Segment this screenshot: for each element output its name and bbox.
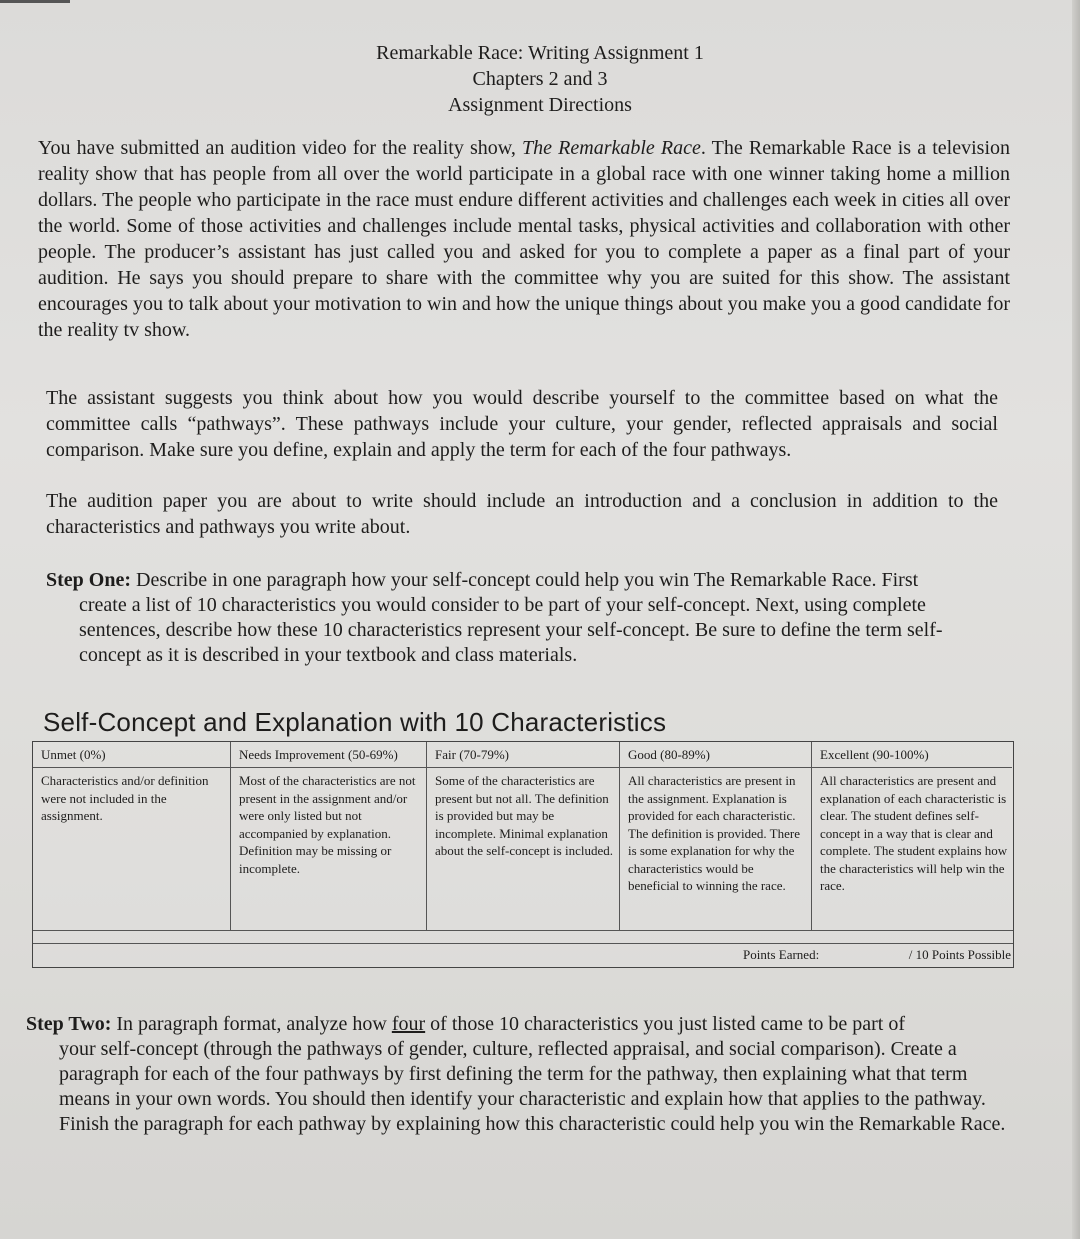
show-title-italic: The Remarkable Race — [522, 137, 701, 159]
step-two-first-b: of those 10 characteristics you just listed came to be part of — [425, 1013, 906, 1035]
rubric-title: Self-Concept and Explanation with 10 Characteristics — [43, 707, 667, 737]
step-two-label: Step Two: — [26, 1013, 112, 1035]
points-earned-label: Points Earned: — [743, 947, 820, 962]
step-two — [26, 1012, 1016, 1137]
rubric-body-cell: Characteristics and/or definition were not included in the assignment. — [41, 773, 209, 823]
step-two-continuation: your self-concept (through the pathways of gender, culture, reflected appraisal, and social comparison). Create a paragraph for each of the four pathways by first defining the term for the pathway, then explaining what that term means in your own words. You should then identify your characteristic and explain how that applies to the pathway. Finish the paragraph for each pathway by explaining how this characteristic could help you win the Remarkable Race. — [59, 1038, 1006, 1135]
rubric-column-needs-improvement — [231, 742, 427, 930]
rubric-column-unmet — [33, 742, 231, 930]
step-two-underlined-four: four — [391, 1013, 426, 1035]
intro-p1-after: . The Remarkable Race is a television reality show that has people from all over the world participate in a global race with one winner taking home a million dollars. The people who participate in the race must endure different activities and challenges each week in cities all over the world. Some of those activities and challenges include mental tasks, physical activities and collaboration with other people. The producer’s assistant has just called you and asked for you to complete a paper as a final part of your audition. He says you should prepare to share with the committee why you are suited for this show. The assistant encourages you to talk about your motivation to win and how the unique things about you make you a good candidate for the reality tv show. — [38, 137, 1010, 341]
rubric-header-cell: Needs Improvement (50-69%) — [231, 742, 426, 768]
rubric-column-good — [620, 742, 812, 930]
rubric-column-excellent — [812, 742, 1012, 930]
rubric-table — [32, 741, 1014, 968]
step-one-continuation: create a list of 10 characteristics you would consider to be part of your self-concept. Next, using complete sentences, describe how these 10 characteristics represent your self-concept. Be sure to define the term self-concept as it is described in your textbook and class materials. — [79, 594, 943, 666]
rubric-column-fair — [427, 742, 620, 930]
intro-p1-before: You have submitted an audition video for the reality show, — [38, 137, 523, 159]
step-two-first-a: In paragraph format, analyze how — [111, 1013, 392, 1035]
intro-paragraph-2: The assistant suggests you think about how you would describe yourself to the committee based on what the committee calls “pathways”. These pathways include your culture, your gender, reflected appraisals and social comparison. Make sure you define, explain and apply the term for each of the four pathways. — [46, 387, 998, 461]
step-one-label: Step One: — [46, 569, 131, 591]
rubric-body-cell: Some of the characteristics are present but not all. The definition is provided but may be incomplete. Minimal explanation about the self-concept is included. — [435, 773, 613, 858]
intro-paragraph-3: The audition paper you are about to write should include an introduction and a conclusion in addition to the characteristics and pathways you write about. — [46, 490, 998, 538]
rubric-body-cell: Most of the characteristics are not present in the assignment and/or were only listed but not accompanied by explanation. Definition may be missing or incomplete. — [239, 773, 416, 876]
rubric-header-cell: Fair (70-79%) — [427, 742, 619, 768]
rubric-header-cell: Excellent (90-100%) — [812, 742, 1012, 768]
points-possible-label: / 10 Points Possible — [908, 947, 1011, 962]
rubric-blank-row — [33, 930, 1013, 944]
top-rule — [0, 0, 70, 3]
page-edge — [1072, 0, 1080, 1239]
rubric-header-cell: Unmet (0%) — [33, 742, 230, 768]
header-chapters: Chapters 2 and 3 — [472, 68, 608, 90]
header-title: Remarkable Race: Writing Assignment 1 — [376, 42, 704, 64]
intro-paragraph-1 — [38, 135, 1010, 343]
rubric-body-cell: All characteristics are present in the assignment. Explanation is provided for each characteristic. The definition is provided. There is some explanation for why the characteristics would be beneficial to winning the race. — [628, 773, 800, 893]
rubric-body-cell: All characteristics are present and explanation of each characteristic is clear. The student defines self-concept in a way that is clear and complete. The student explains how the characteristics will help win the race. — [820, 773, 1008, 893]
step-one-first-line: Describe in one paragraph how your self-concept could help you win The Remarkable Race. First — [131, 569, 919, 591]
document-header — [290, 40, 790, 118]
step-one — [46, 568, 996, 668]
header-subtitle: Assignment Directions — [448, 94, 632, 116]
rubric-header-cell: Good (80-89%) — [620, 742, 811, 768]
